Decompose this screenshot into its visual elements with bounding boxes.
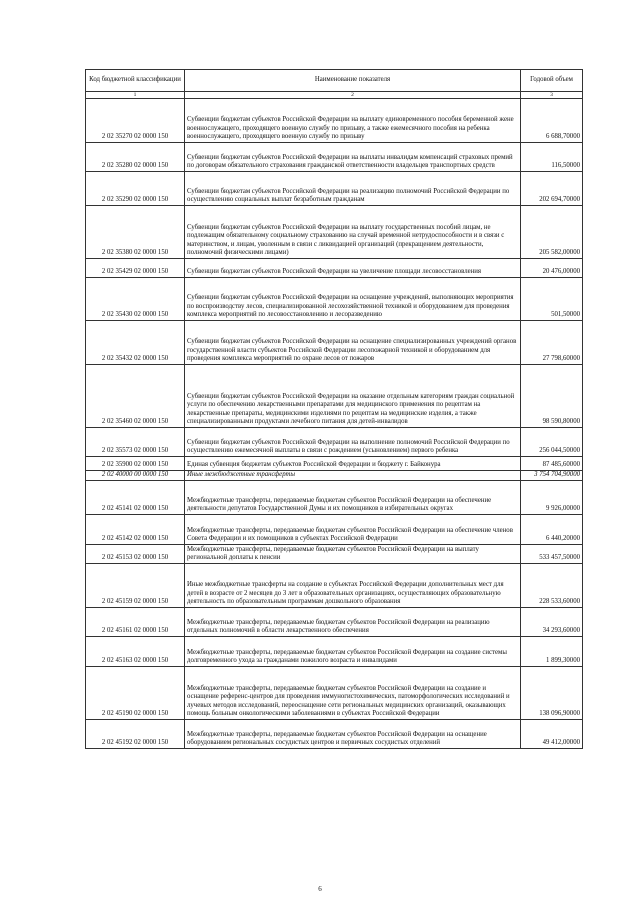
table-row	[86, 259, 583, 278]
row-name: Иные межбюджетные трансферты	[185, 471, 521, 481]
row-code: 2 02 45161 02 0000 150	[86, 608, 185, 637]
row-name: Субвенции бюджетам субъектов Российской Федерации на оснащение учреждений, выполняющих мероприятия по воспроизводству лесов, специализированной лесохозяйственной техникой и оборудованием для проведения комплекса мероприятий по лесовосстановлению и лесоразведению	[185, 278, 521, 321]
row-volume: 6 688,70000	[521, 99, 583, 143]
row-volume: 3 754 704,90000	[521, 471, 583, 481]
column-number-2: 2	[185, 92, 521, 99]
row-name: Межбюджетные трансферты, передаваемые бюджетам субъектов Российской Федерации на выплату региональной доплаты к пенсии	[185, 545, 521, 564]
row-volume: 87 485,60000	[521, 457, 583, 471]
table-row	[86, 143, 583, 172]
budget-table	[85, 69, 583, 749]
row-code: 2 02 35573 02 0000 150	[86, 428, 185, 457]
row-code: 2 02 45142 02 0000 150	[86, 515, 185, 545]
row-volume: 202 694,70000	[521, 172, 583, 206]
row-name: Иные межбюджетные трансферты на создание в субъектах Российской Федерации дополнительных мест для детей в возрасте от 2 месяцев до 3 лет в образовательных организациях, осуществляющих образовательную деятельность по образовательным программам дошкольного образования	[185, 564, 521, 608]
row-volume: 533 457,50000	[521, 545, 583, 564]
row-name: Межбюджетные трансферты, передаваемые бюджетам субъектов Российской Федерации на реализацию отдельных полномочий в области лекарственного обеспечения	[185, 608, 521, 637]
row-code: 2 02 35432 02 0000 150	[86, 321, 185, 365]
table-row	[86, 471, 583, 481]
table-row	[86, 515, 583, 545]
table-row	[86, 564, 583, 608]
row-code: 2 02 45190 02 0000 150	[86, 667, 185, 720]
header-name: Наименование показателя	[185, 70, 521, 92]
row-code: 2 02 35429 02 0000 150	[86, 259, 185, 278]
row-name: Межбюджетные трансферты, передаваемые бюджетам субъектов Российской Федерации на обеспечение деятельности депутатов Государственной Думы и их помощников в избирательных округах	[185, 481, 521, 515]
row-name: Субвенции бюджетам субъектов Российской Федерации на выплату единовременного пособия беременной жене военнослужащего, проходящего военную службу по призыву, а также ежемесячного пособия на ребенка военнослужащего, проходящего военную службу по призыву	[185, 99, 521, 143]
row-name: Субвенции бюджетам субъектов Российской Федерации на выплаты инвалидам компенсаций страховых премий по договорам обязательного страхования гражданской ответственности владельцев транспортных средств	[185, 143, 521, 172]
row-volume: 501,50000	[521, 278, 583, 321]
row-name: Субвенции бюджетам субъектов Российской Федерации на оснащение специализированных учреждений органов государственной власти субъектов Российской Федерации лесопожарной техникой и оборудованием для проведения комплекса мероприятий по охране лесов от пожаров	[185, 321, 521, 365]
row-code: 2 02 45163 02 0000 150	[86, 637, 185, 667]
header-volume: Годовой объем	[521, 70, 583, 92]
table-row	[86, 545, 583, 564]
table-row	[86, 481, 583, 515]
row-volume: 138 096,90000	[521, 667, 583, 720]
table-row	[86, 637, 583, 667]
table-row	[86, 278, 583, 321]
column-number-row	[86, 92, 583, 99]
row-code: 2 02 35290 02 0000 150	[86, 172, 185, 206]
row-volume: 20 476,00000	[521, 259, 583, 278]
table-row	[86, 365, 583, 428]
table-row	[86, 667, 583, 720]
row-name: Субвенции бюджетам субъектов Российской Федерации на реализацию полномочий Российской Федерации по осуществлению социальных выплат безработным гражданам	[185, 172, 521, 206]
row-volume: 9 926,00000	[521, 481, 583, 515]
column-number-1: 1	[86, 92, 185, 99]
table-row	[86, 206, 583, 259]
table-row	[86, 428, 583, 457]
row-code: 2 02 40000 00 0000 150	[86, 471, 185, 481]
row-code: 2 02 45159 02 0000 150	[86, 564, 185, 608]
row-name: Субвенции бюджетам субъектов Российской Федерации на увеличение площади лесовосстановления	[185, 259, 521, 278]
row-volume: 1 899,30000	[521, 637, 583, 667]
row-volume: 256 044,50000	[521, 428, 583, 457]
row-code: 2 02 35430 02 0000 150	[86, 278, 185, 321]
header-code: Код бюджетной классификации	[86, 70, 185, 92]
column-number-3: 3	[521, 92, 583, 99]
row-volume: 27 798,60000	[521, 321, 583, 365]
row-name: Субвенции бюджетам субъектов Российской Федерации на выполнение полномочий Российской Федерации по осуществлению ежемесячной выплаты в связи с рождением (усыновлением) первого ребенка	[185, 428, 521, 457]
table-row	[86, 172, 583, 206]
row-code: 2 02 35280 02 0000 150	[86, 143, 185, 172]
row-code: 2 02 45141 02 0000 150	[86, 481, 185, 515]
table-row	[86, 608, 583, 637]
table-row	[86, 457, 583, 471]
row-name: Межбюджетные трансферты, передаваемые бюджетам субъектов Российской Федерации на создание системы долговременного ухода за гражданами пожилого возраста и инвалидами	[185, 637, 521, 667]
row-volume: 34 293,60000	[521, 608, 583, 637]
page-number: 6	[318, 885, 322, 893]
row-volume: 116,50000	[521, 143, 583, 172]
row-code: 2 02 45192 02 0000 150	[86, 720, 185, 749]
row-name: Межбюджетные трансферты, передаваемые бюджетам субъектов Российской Федерации на обеспечение членов Совета Федерации и их помощников в субъектах Российской Федерации	[185, 515, 521, 545]
row-code: 2 02 35900 02 0000 150	[86, 457, 185, 471]
row-code: 2 02 45153 02 0000 150	[86, 545, 185, 564]
row-volume: 205 582,00000	[521, 206, 583, 259]
row-volume: 6 440,20000	[521, 515, 583, 545]
table-row	[86, 321, 583, 365]
table-row	[86, 720, 583, 749]
row-name: Субвенции бюджетам субъектов Российской Федерации на оказание отдельным категориям граждан социальной услуги по обеспечению лекарственными препаратами для медицинского применения по рецептам на лекарственные препараты, медицинскими изделиями по рецептам на медицинские изделия, а также специализированными продуктами лечебного питания для детей-инвалидов	[185, 365, 521, 428]
row-code: 2 02 35270 02 0000 150	[86, 99, 185, 143]
row-name: Межбюджетные трансферты, передаваемые бюджетам субъектов Российской Федерации на оснащение оборудованием региональных сосудистых центров и первичных сосудистых отделений	[185, 720, 521, 749]
row-code: 2 02 35460 02 0000 150	[86, 365, 185, 428]
table-row	[86, 99, 583, 143]
row-name: Межбюджетные трансферты, передаваемые бюджетам субъектов Российской Федерации на создание и оснащение референс-центров для проведения иммуногистохимических, патоморфологических исследований и лучевых методов исследований, переоснащение сети региональных медицинских организаций, оказывающих помощь больным онкологическими заболеваниями в субъектах Российской Федерации	[185, 667, 521, 720]
row-volume: 49 412,00000	[521, 720, 583, 749]
row-code: 2 02 35380 02 0000 150	[86, 206, 185, 259]
row-name: Субвенции бюджетам субъектов Российской Федерации на выплату государственных пособий лицам, не подлежащим обязательному социальному страхованию на случай временной нетрудоспособности и в связи с материнством, и лицам, уволенным в связи с ликвидацией организаций (прекращением деятельности, полномочий физическими лицами)	[185, 206, 521, 259]
row-volume: 228 533,60000	[521, 564, 583, 608]
row-volume: 98 590,80000	[521, 365, 583, 428]
row-name: Единая субвенция бюджетам субъектов Российской Федерации и бюджету г. Байконура	[185, 457, 521, 471]
table-header-row	[86, 70, 583, 92]
